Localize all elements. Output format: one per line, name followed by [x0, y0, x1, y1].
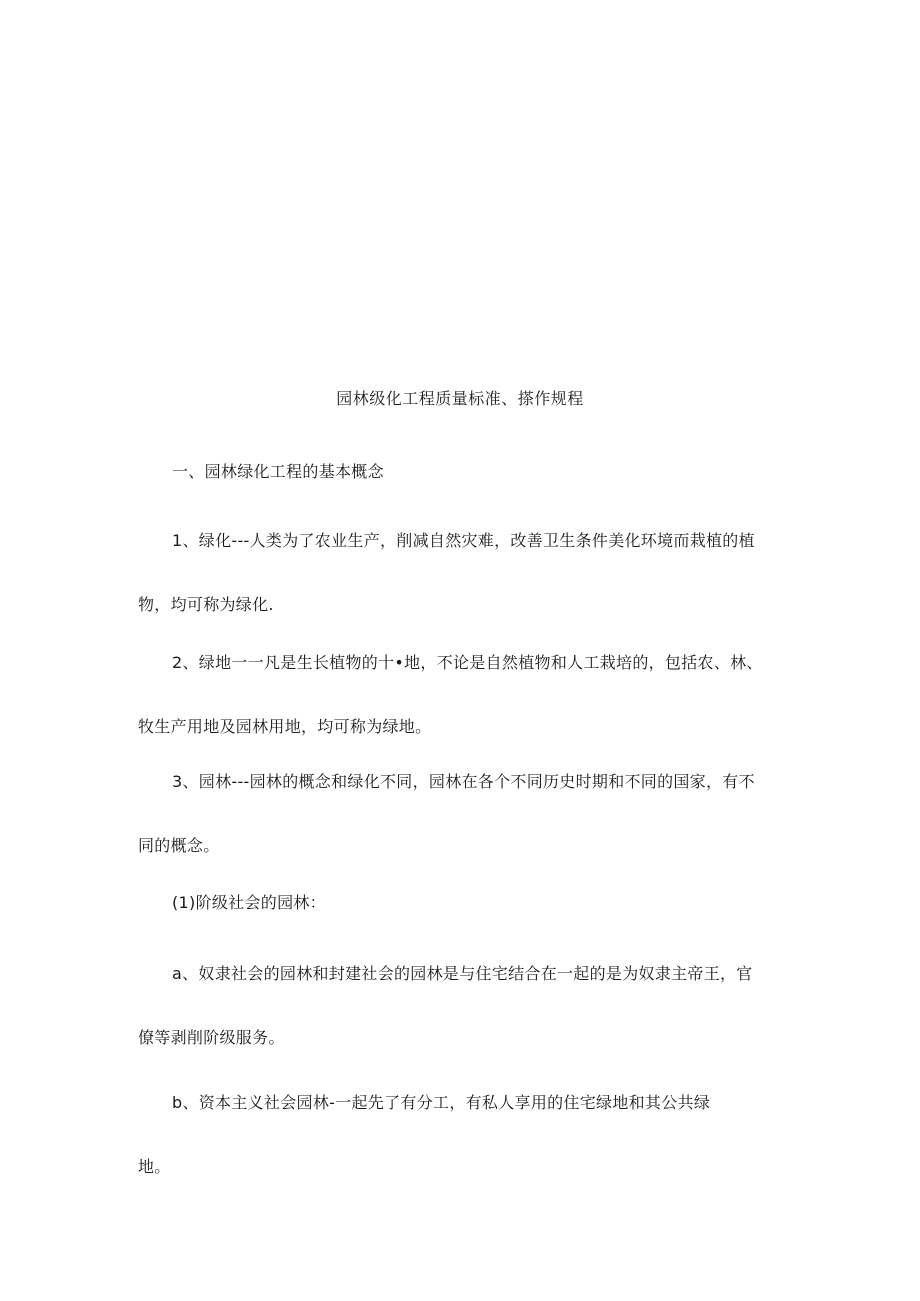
subheading-class-society — [138, 892, 786, 914]
section-heading-text: 一、园林绿化工程的基本概念 — [172, 462, 384, 481]
paragraph-green-space — [138, 652, 786, 738]
paragraph-garden — [138, 771, 786, 857]
paragraph-line: 2、绿地一一凡是生长植物的十•地，不论是自然植物和人工栽培的，包括农、林、 — [172, 653, 763, 672]
paragraph-line: 物，均可称为绿化. — [138, 595, 274, 614]
paragraph-line: (1)阶级社会的园林： — [172, 893, 326, 912]
paragraph-line: 地。 — [138, 1157, 171, 1176]
paragraph-line: b、资本主义社会园林-一起先了有分工，有私人享用的住宅绿地和其公共绿 — [172, 1093, 711, 1112]
paragraph-line: 牧生产用地及园林用地，均可称为绿地。 — [138, 717, 432, 736]
paragraph-item-a — [138, 963, 786, 1049]
paragraph-line: 3、园林---园林的概念和绿化不同，园林在各个不同历史时期和不同的国家，有不 — [172, 772, 755, 791]
paragraph-item-b — [138, 1092, 786, 1178]
paragraph-line: 1、绿化---人类为了农业生产，削减自然灾难，改善卫生条件美化环境而栽植的植 — [172, 531, 755, 550]
paragraph-greening — [138, 530, 786, 616]
paragraph-line: 同的概念。 — [138, 836, 220, 855]
document-title: 园林级化工程质量标准、搽作规程 — [336, 389, 584, 408]
section-heading — [138, 461, 786, 483]
paragraph-line: 僚等剥削阶级服务。 — [138, 1028, 285, 1047]
paragraph-line: a、奴隶社会的园林和封建社会的园林是与住宅结合在一起的是为奴隶主帝王，官 — [172, 964, 753, 983]
